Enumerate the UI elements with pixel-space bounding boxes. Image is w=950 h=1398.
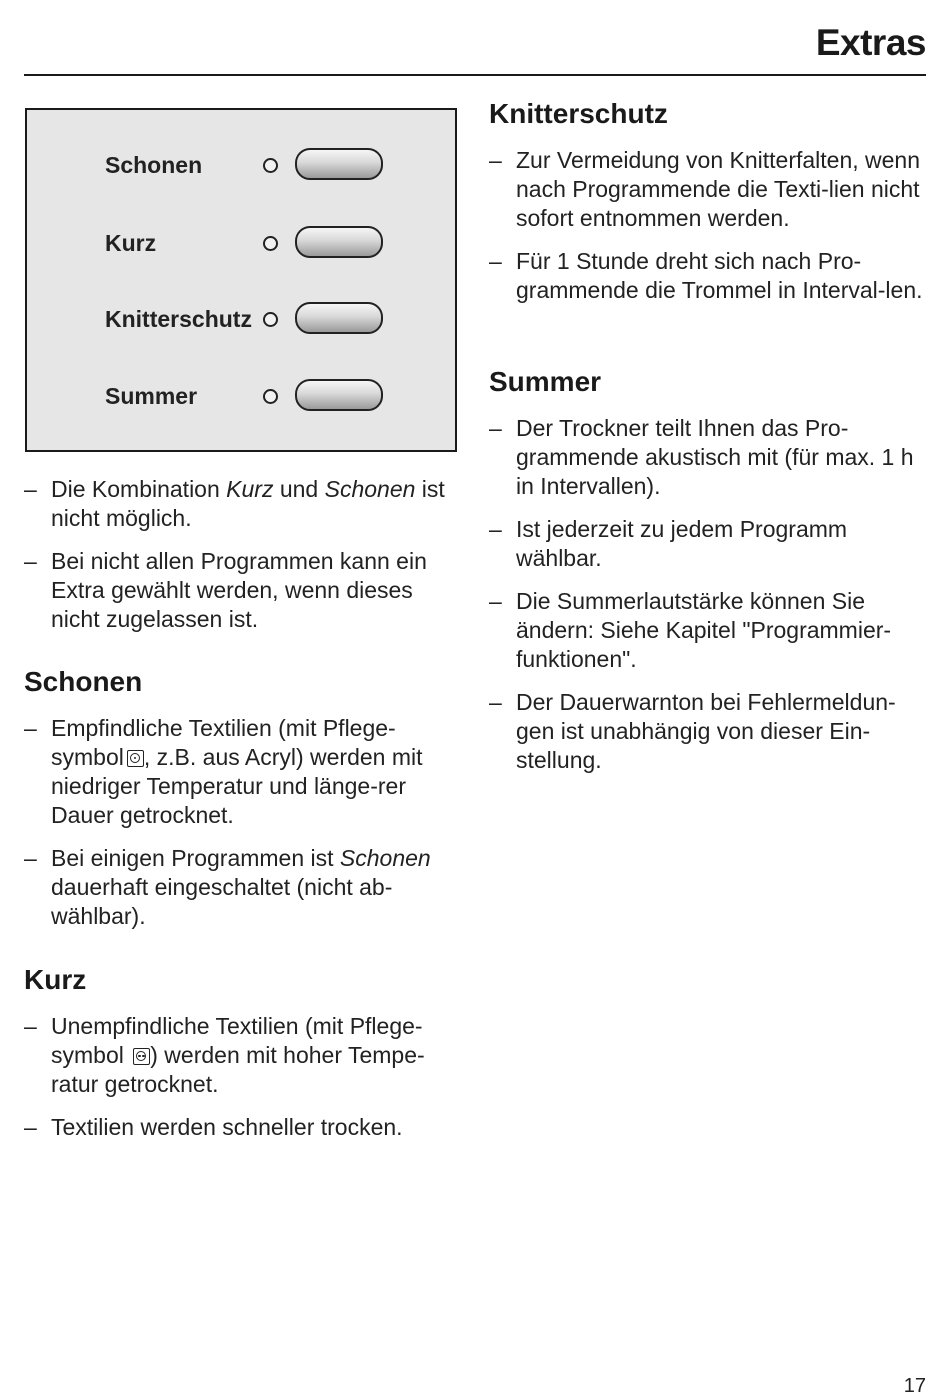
list-item: – Textilien werden schneller trocken. [24,1114,403,1140]
list-item: – Bei einigen Programmen ist Schonen dauerhaft eingeschaltet (nicht ab-wählbar). [24,845,431,929]
list-item: – Bei nicht allen Programmen kann ein Extra gewählt werden, wenn dieses nicht zugelassen ist. [24,548,427,632]
header-divider [24,74,926,76]
panel-label-kurz: Kurz [105,230,157,256]
led-indicator-icon [263,312,278,327]
list-item: – Der Dauerwarnton bei Fehlermeldun-gen ist unabhängig von dieser Ein-stellung. [489,689,896,773]
kurz-list [24,1012,464,1156]
knitterschutz-button[interactable] [295,302,383,334]
list-item: – Die Summerlautstärke können Sie ändern: Siehe Kapitel "Programmier-funktionen". [489,588,892,672]
led-indicator-icon [263,236,278,251]
page-number: 17 [903,1375,926,1397]
list-item: – Empfindliche Textilien (mit Pflege-symbol , z.B. aus Acryl) werden mit niedriger Temperatur und länge-rer Dauer getrocknet. [24,715,423,828]
panel-row-knitterschutz [27,302,455,336]
summer-list [489,414,926,789]
section-heading-summer: Summer [489,366,602,397]
intro-list [24,475,464,648]
panel-row-schonen [27,148,455,182]
panel-row-summer [27,379,455,413]
panel-label-knitterschutz: Knitterschutz [105,306,252,332]
section-heading-schonen: Schonen [24,666,143,697]
panel-label-summer: Summer [105,383,198,409]
control-panel-illustration [25,108,457,452]
schonen-button[interactable] [295,148,383,180]
led-indicator-icon [263,389,278,404]
kurz-button[interactable] [295,226,383,258]
summer-button[interactable] [295,379,383,411]
section-heading-kurz: Kurz [24,964,87,995]
panel-row-kurz [27,226,455,260]
schonen-list [24,714,464,945]
care-symbol-one-dot-icon [127,750,144,767]
led-indicator-icon [263,158,278,173]
page-header-title: Extras [815,22,926,63]
list-item: – Die Kombination Kurz und Schonen ist nicht möglich. [24,476,445,531]
care-symbol-two-dots-icon [133,1048,150,1065]
list-item: – Für 1 Stunde dreht sich nach Pro-grammende die Trommel in Interval-len. [489,248,923,303]
list-item: – Der Trockner teilt Ihnen das Pro-grammende akustisch mit (für max. 1 h in Intervallen). [489,415,914,499]
list-item: – Ist jederzeit zu jedem Programm wählbar. [489,516,848,571]
knitterschutz-list [489,146,926,319]
panel-label-schonen: Schonen [105,152,203,178]
list-item: – Zur Vermeidung von Knitterfalten, wenn nach Programmende die Texti-lien nicht sofort entnommen werden. [489,147,921,231]
section-heading-knitterschutz: Knitterschutz [489,98,668,129]
list-item: – Unempfindliche Textilien (mit Pflege-symbol ) werden mit hoher Tempe-ratur getrocknet. [24,1013,425,1097]
